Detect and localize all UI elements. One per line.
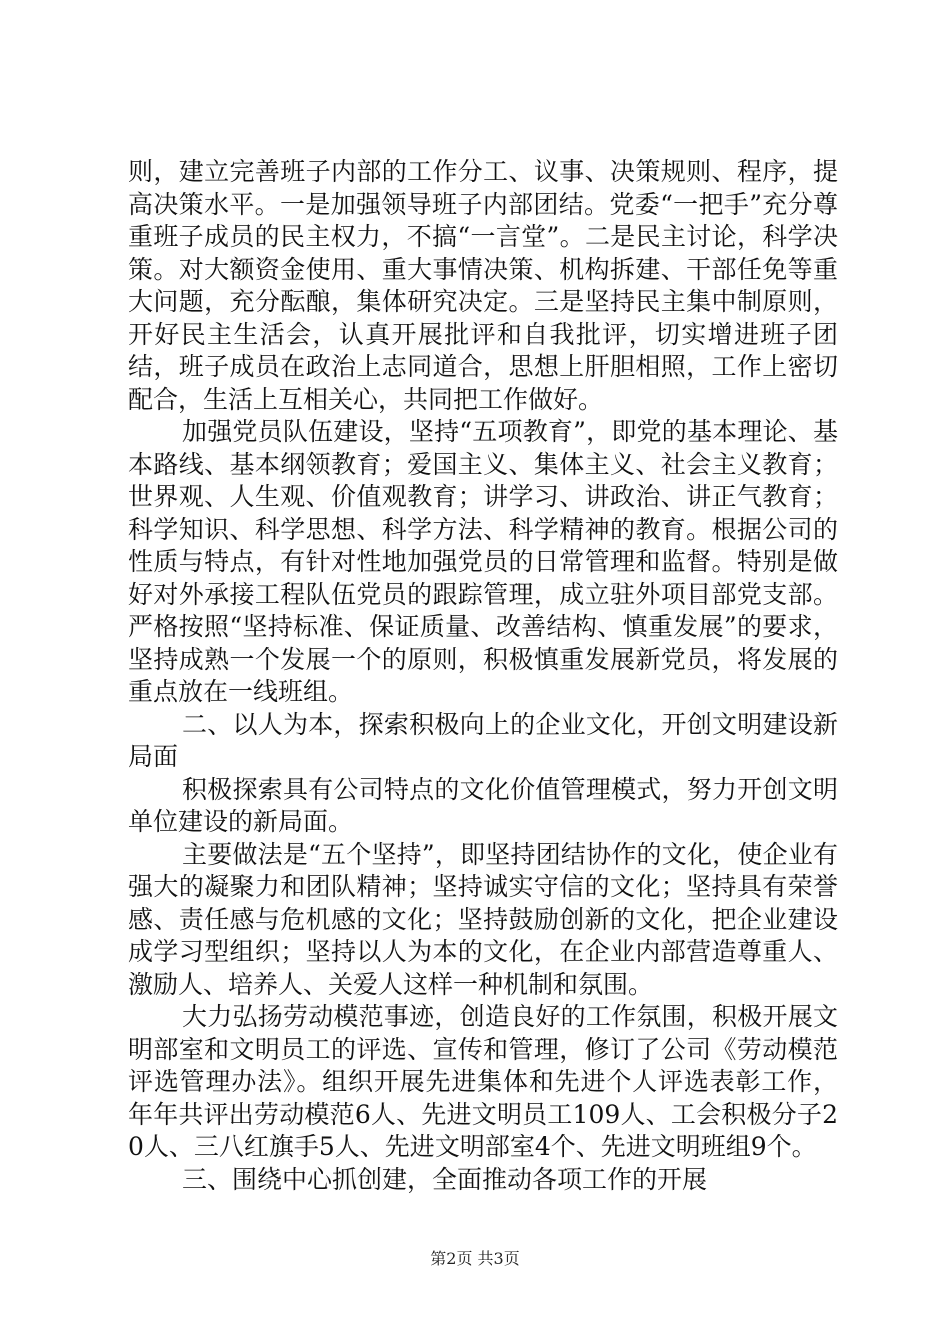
paragraph-continuation: 则，建立完善班子内部的工作分工、议事、决策规则、程序，提高决策水平。一是加强领导班子内部团结。党委“一把手”充分尊重班子成员的民主权力，不搞“一言堂”。二是民主讨论，科学决策。对大额资金使用、重大事情决策、机构拆建、干部任免等重大问题，充分酝酿，集体研究决定。三是坚持民主集中制原则，开好民主生活会，认真开展批评和自我批评，切实增进班子团结，班子成员在政治上志同道合，思想上肝胆相照，工作上密切配合，生活上互相关心，共同把工作做好。 <box>128 157 838 414</box>
section-heading-three: 三、围绕中心抓创建，全面推动各项工作的开展 <box>182 1164 708 1194</box>
document-body <box>128 156 838 1196</box>
paragraph-labor-models: 大力弘扬劳动模范事迹，创造良好的工作氛围，积极开展文明部室和文明员工的评选、宣传和管理，修订了公司《劳动模范评选管理办法》。组织开展先进集体和先进个人评选表彰工作，年年共评出劳动模范6人、先进文明员工109人、工会积极分子20人、三八红旗手5人、先进文明部室4个、先进文明班组9个。 <box>128 1002 838 1161</box>
paragraph-party-member-building: 加强党员队伍建设，坚持“五项教育”，即党的基本理论、基本路线、基本纲领教育；爱国主义、集体主义、社会主义教育；世界观、人生观、价值观教育；讲学习、讲政治、讲正气教育；科学知识、科学思想、科学方法、科学精神的教育。根据公司的性质与特点，有针对性地加强党员的日常管理和监督。特别是做好对外承接工程队伍党员的跟踪管理，成立驻外项目部党支部。严格按照“坚持标准、保证质量、改善结构、慎重发展”的要求，坚持成熟一个发展一个的原则，积极慎重发展新党员，将发展的重点放在一线班组。 <box>128 417 838 706</box>
paragraph-five-persistences: 主要做法是“五个坚持”，即坚持团结协作的文化，使企业有强大的凝聚力和团队精神；坚持诚实守信的文化；坚持具有荣誉感、责任感与危机感的文化；坚持鼓励创新的文化，把企业建设成学习型组织；坚持以人为本的文化，在企业内部营造尊重人、激励人、培养人、关爱人这样一种机制和氛围。 <box>128 839 838 999</box>
section-heading-two: 二、以人为本，探索积极向上的企业文化，开创文明建设新局面 <box>128 709 838 771</box>
page-number-footer: 第2页 共3页 <box>430 1249 520 1268</box>
paragraph-culture-model: 积极探索具有公司特点的文化价值管理模式，努力开创文明单位建设的新局面。 <box>128 774 838 836</box>
